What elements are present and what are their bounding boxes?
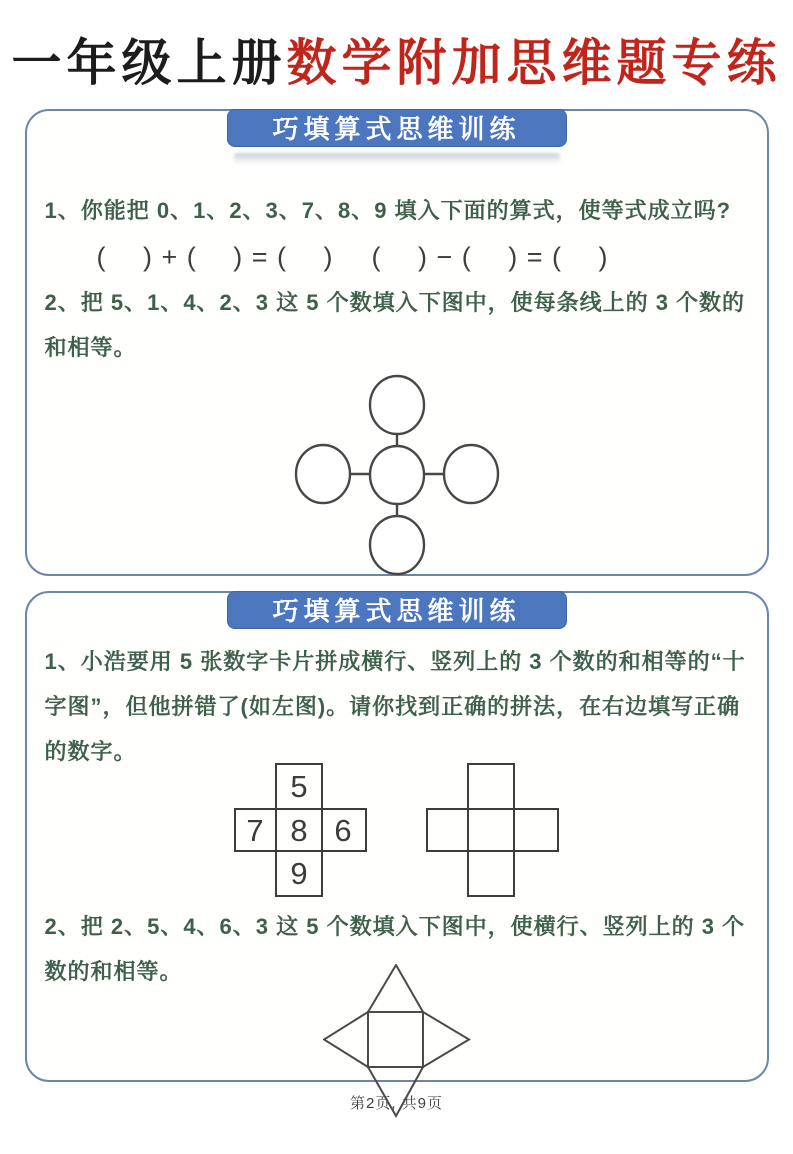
circle-node-center [370,446,424,504]
circle-nodes [296,376,498,574]
cross-grid-right-empty [425,762,561,898]
page-title [0,32,793,94]
circle-node-bottom [370,516,424,574]
cross-cell-top: 5 [289,769,308,804]
worksheet-panel-2 [25,591,769,1082]
cross-grids-row [27,762,767,898]
star-center-square [368,1012,423,1067]
star-triangle-left [324,1012,368,1067]
circle-node-right [444,445,498,503]
cross-cell-right: 6 [333,813,352,848]
cross-grid-right-outline [427,764,558,896]
star-triangle-right [423,1012,469,1067]
square-with-triangles-figure [323,964,471,1118]
panel-1-question-2: 2、把 5、1、4、2、3 这 5 个数填入下图中，使每条线上的 3 个数的和相等。 [44,290,746,360]
five-circles-figure [281,374,513,576]
panel-1-question-1: 1、你能把 0、1、2、3、7、8、9 填入下面的算式，使等式成立吗? [44,198,732,223]
star-triangle-top [368,965,423,1012]
page-title-grade: 一年级上册 [11,35,287,91]
panel-2-question-1: 1、小浩要用 5 张数字卡片拼成横行、竖列上的 3 个数的和相等的“十字图”，但他拼错了(如左图)。请你找到正确的拼法，在右边填写正确的数字。 [44,649,746,764]
circle-node-top [370,376,424,434]
page-number: 第2页, 共9页 [349,1095,444,1112]
page-title-subject: 数学附加思维题专练 [286,35,782,91]
panel-1-header: 巧填算式思维训练 [227,109,567,147]
panel-2-question-2: 2、把 2、5、4、6、3 这 5 个数填入下图中，使横行、竖列上的 3 个数的和相等。 [44,914,746,984]
header-reflection [234,153,560,164]
equation-addition: ( ) + ( ) = ( ) [96,242,334,272]
cross-grid-left-filled [233,762,369,898]
cross-cell-left: 7 [245,813,264,848]
panel-2-header: 巧填算式思维训练 [227,591,567,629]
worksheet-panel-1 [25,109,769,576]
equation-subtraction: ( ) − ( ) = ( ) [371,242,609,272]
circle-node-left [296,445,350,503]
cross-cell-center: 8 [289,813,308,848]
star-triangle-bottom [368,1067,423,1116]
fill-in-equation-row [97,236,767,278]
cross-cell-bottom: 9 [289,856,308,891]
